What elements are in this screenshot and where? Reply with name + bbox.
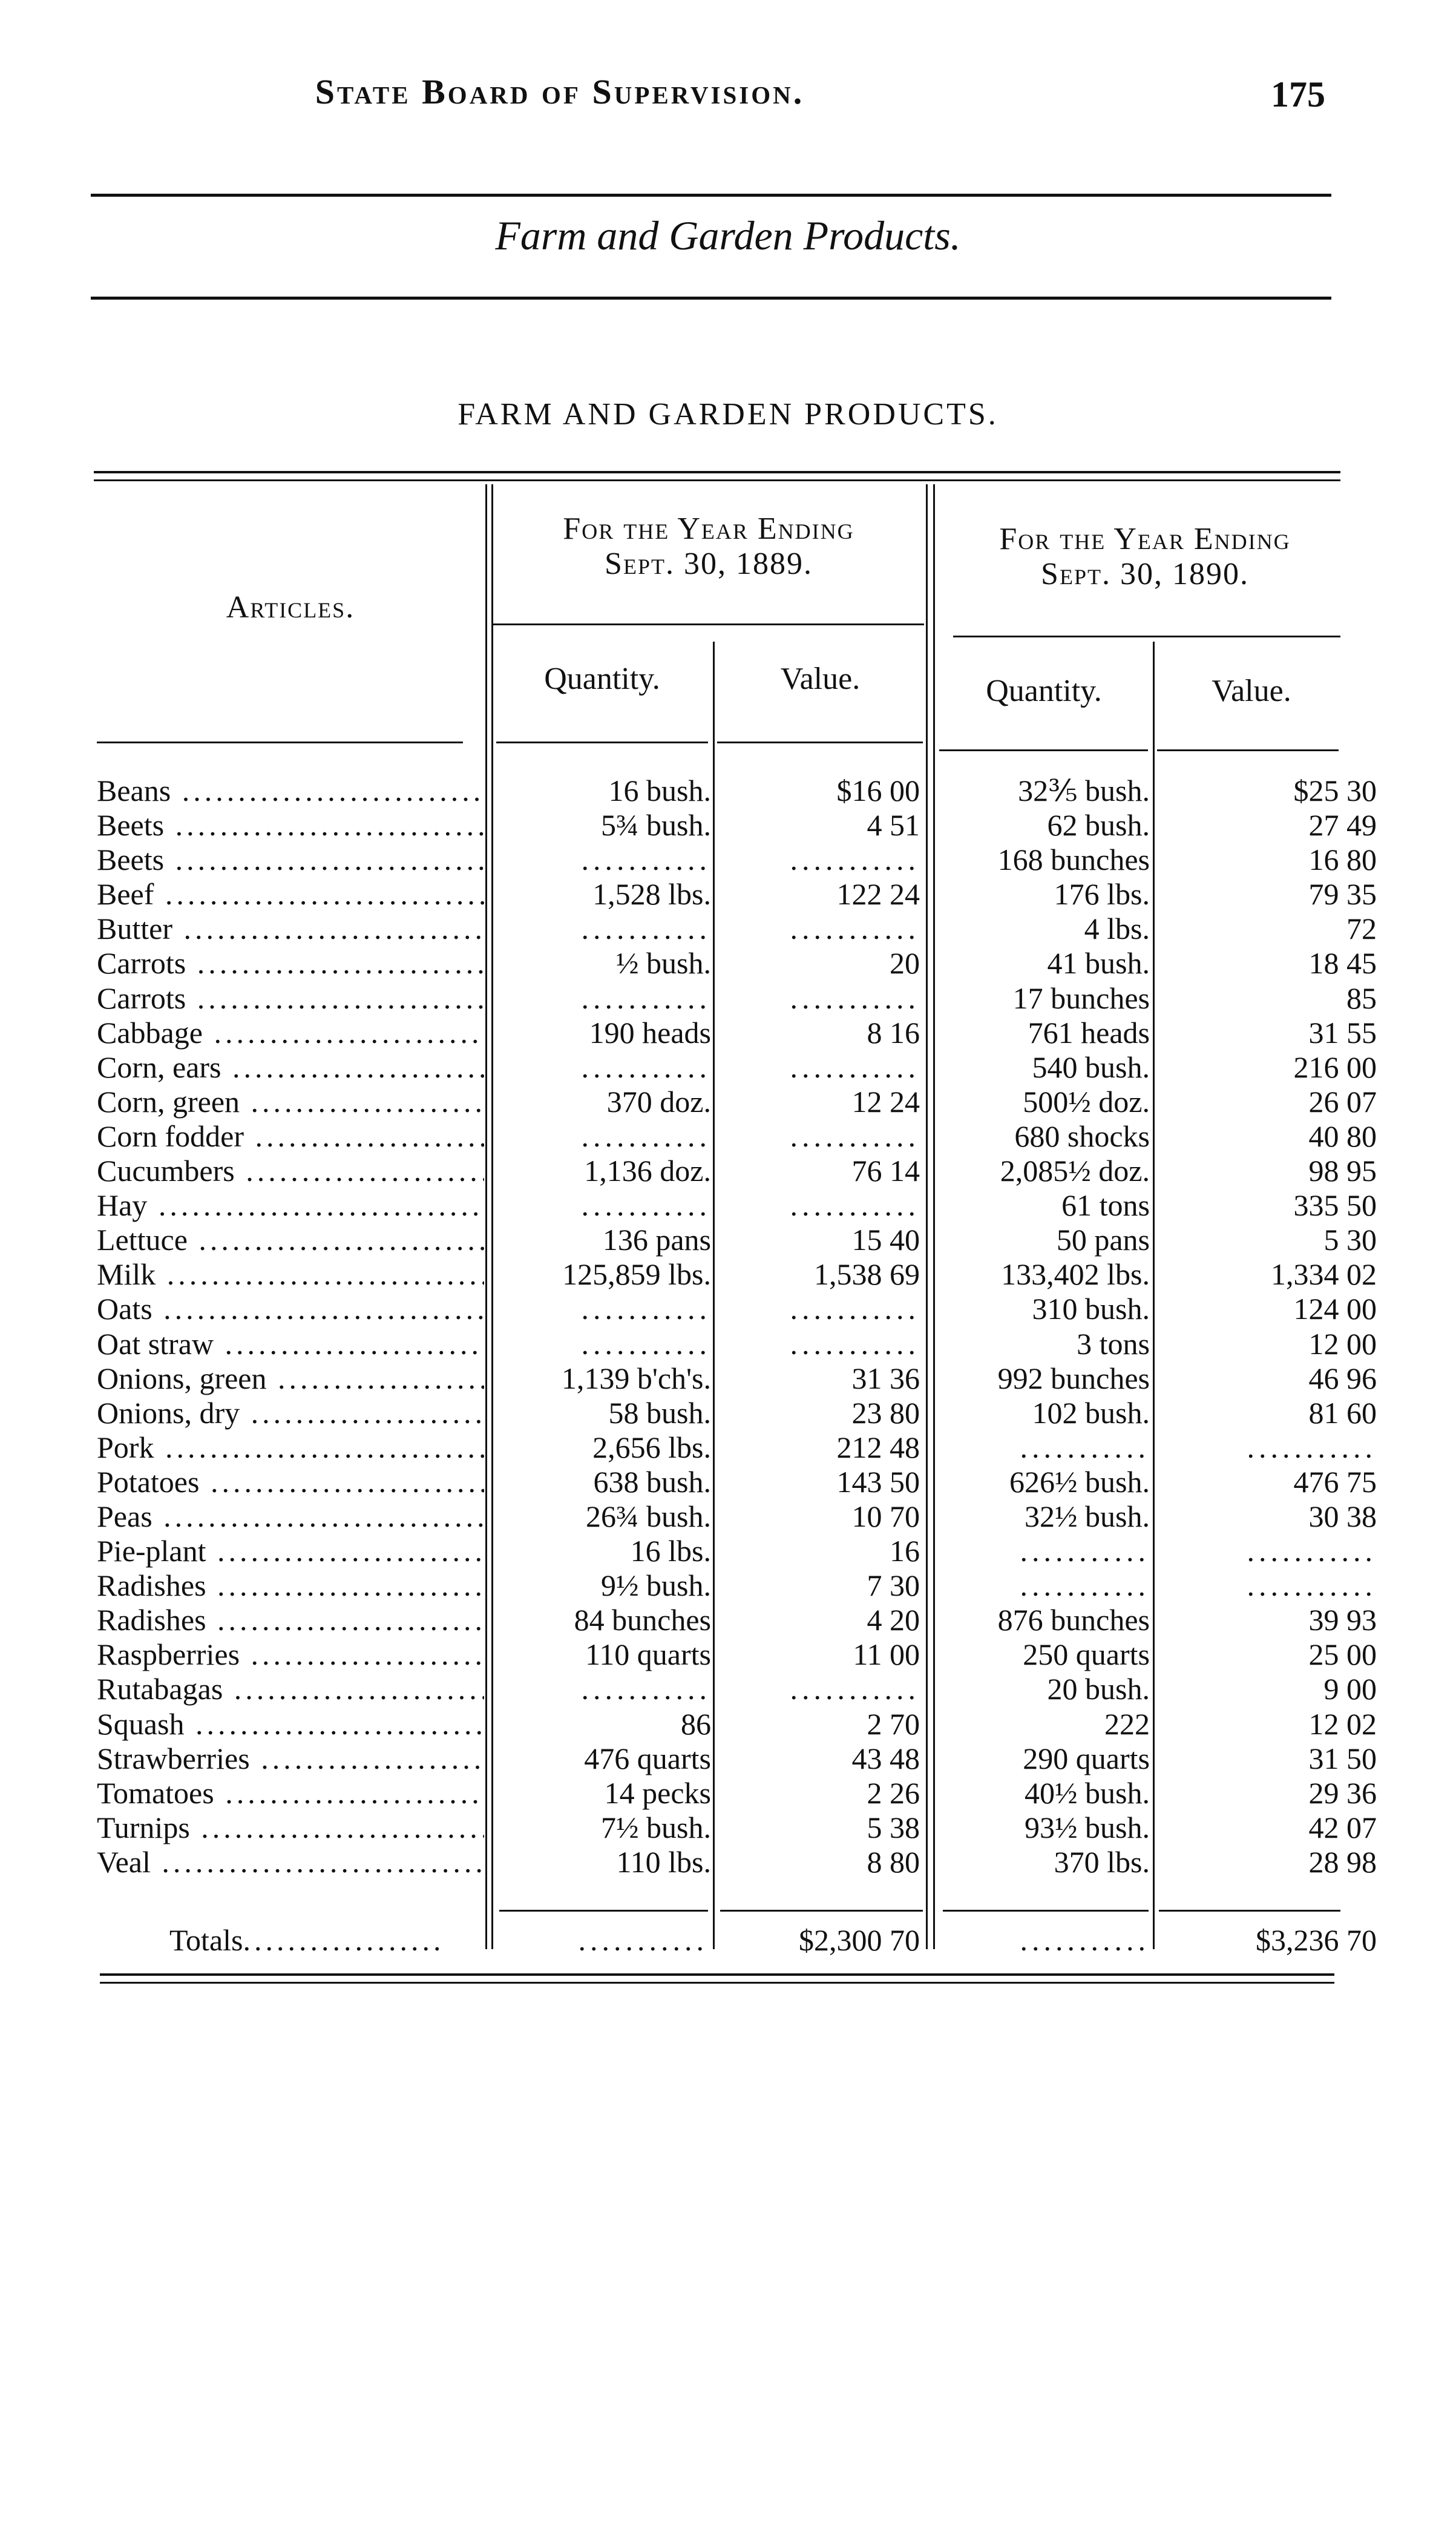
dot-leader: ........... (790, 1672, 920, 1706)
quantity-1889 (490, 912, 711, 946)
year2-rule (953, 636, 1340, 637)
article-label: Radishes (97, 1568, 206, 1603)
value-1890: 124 00 (1293, 1292, 1377, 1326)
dot-leader: ........... (790, 912, 920, 946)
table-row (0, 774, 1456, 808)
table-body (0, 774, 1456, 1880)
quantity-1889 (490, 981, 711, 1016)
value-1889 (720, 1672, 920, 1706)
value-1890: 85 (1346, 981, 1377, 1015)
quantity-1889: 476 quarts (584, 1741, 711, 1775)
article-name (97, 1465, 484, 1499)
table-row (0, 1292, 1456, 1326)
dot-leader: ........... (790, 1188, 920, 1223)
value-1889 (720, 912, 920, 946)
article-label: Cucumbers (97, 1154, 235, 1188)
value-1889: 7 30 (867, 1568, 920, 1603)
value-1890: 98 95 (1308, 1154, 1377, 1188)
quantity-1890: 500½ doz. (1023, 1084, 1150, 1119)
value-1890: 25 00 (1308, 1637, 1377, 1672)
quantity-1890: 761 heads (1028, 1015, 1150, 1050)
dot-leader: ........... (581, 1050, 711, 1084)
table-rule-top-2 (94, 479, 1340, 481)
article-name (97, 946, 484, 981)
totals-q90-leader: ........... (1020, 1923, 1150, 1957)
article-label: Potatoes (97, 1464, 200, 1499)
totals-rule-q89 (499, 1910, 708, 1912)
quantity-1889: ½ bush. (616, 946, 711, 981)
value-1889 (720, 1292, 920, 1326)
article-name (97, 877, 484, 912)
quantity-1890: 540 bush. (1032, 1050, 1150, 1084)
dot-leader: ........... (790, 981, 920, 1015)
totals-label (169, 1919, 484, 1961)
value-1890: 46 96 (1308, 1361, 1377, 1395)
quantity-1889: 110 lbs. (616, 1844, 711, 1879)
dot-leader: ........... (581, 912, 711, 946)
value-1889: $16 00 (836, 774, 920, 808)
table-row (0, 1568, 1456, 1603)
table-row (0, 1430, 1456, 1465)
table-row (0, 1637, 1456, 1672)
year2-heading: For the Year Ending (999, 522, 1291, 556)
value-1890: 42 07 (1308, 1810, 1377, 1844)
table-row (0, 1188, 1456, 1223)
year1-rule (493, 623, 924, 625)
article-label: Squash (97, 1706, 185, 1741)
value-1890: 27 49 (1308, 808, 1377, 843)
quantity-1889: 14 pecks (604, 1775, 711, 1810)
section-title: Farm and Garden Products. (495, 212, 961, 258)
article-label: Lettuce (97, 1223, 188, 1257)
article-label: Radishes (97, 1603, 206, 1637)
quantity-1889: 16 bush. (608, 774, 711, 808)
article-name (97, 1672, 484, 1706)
article-label: Strawberries (97, 1741, 250, 1775)
article-label: Tomatoes (97, 1775, 214, 1810)
q90-head-rule (939, 749, 1148, 751)
header-rule-top (91, 194, 1331, 197)
value-1889: 10 70 (851, 1499, 920, 1533)
v89-head-rule (717, 742, 923, 743)
article-name (97, 1085, 484, 1119)
article-label: Beets (97, 808, 165, 843)
dot-leader: ........... (1247, 1568, 1377, 1603)
quantity-1889 (490, 1327, 711, 1361)
quantity-1889: 1,528 lbs. (592, 877, 711, 912)
article-name (97, 1257, 484, 1292)
table-row (0, 912, 1456, 946)
page-number: 175 (1271, 74, 1325, 114)
article-label: Rutabagas (97, 1672, 223, 1706)
value-1890: 29 36 (1308, 1775, 1377, 1810)
totals-rule-q90 (943, 1910, 1149, 1912)
article-label: Oats (97, 1292, 152, 1326)
quantity-1889: 16 lbs. (630, 1534, 711, 1568)
article-name (97, 1776, 484, 1811)
totals-label-text: Totals (169, 1923, 243, 1957)
value-1890: 5 30 (1323, 1223, 1377, 1257)
dot-leader: ........... (1020, 1534, 1150, 1568)
article-name (97, 981, 484, 1016)
value-1889: 122 24 (836, 877, 920, 912)
value-1889: 16 (890, 1534, 920, 1568)
dot-leader: ........... (790, 1326, 920, 1361)
value-1889: 2 26 (867, 1775, 920, 1810)
running-title: State Board of Supervision. (315, 72, 805, 111)
table-row (0, 843, 1456, 877)
v90-head-rule (1157, 749, 1339, 751)
article-label: Pork (97, 1430, 154, 1464)
quantity-1890: 168 bunches (997, 843, 1150, 877)
value-1890 (1171, 1568, 1377, 1603)
quantity-1890: 290 quarts (1023, 1741, 1150, 1775)
quantity-1890: 40½ bush. (1025, 1775, 1150, 1810)
article-label: Onions, dry (97, 1395, 240, 1430)
quantity-1889: 9½ bush. (601, 1568, 711, 1603)
quantity-1889: 1,139 b'ch's. (561, 1361, 711, 1395)
article-name (97, 1637, 484, 1672)
quantity-1889: 2,656 lbs. (592, 1430, 711, 1464)
value-1889: 43 48 (851, 1741, 920, 1775)
dot-leader: ........... (581, 1188, 711, 1223)
quantity-1889 (490, 1188, 711, 1223)
quantity-1890: 50 pans (1056, 1223, 1150, 1257)
table-row (0, 1742, 1456, 1776)
article-label: Veal (97, 1844, 151, 1879)
value-1890: 12 02 (1308, 1706, 1377, 1741)
value-1890: 16 80 (1308, 843, 1377, 877)
totals-row (0, 1919, 1456, 1961)
quantity-1890: 4 lbs. (1084, 912, 1150, 946)
value-1889: 143 50 (836, 1464, 920, 1499)
value-1889: 20 (890, 946, 920, 981)
quantity-1889 (490, 1672, 711, 1706)
article-name (97, 1223, 484, 1257)
article-name (97, 1811, 484, 1845)
quantity-1890: 876 bunches (997, 1603, 1150, 1637)
quantity-1889: 638 bush. (593, 1464, 711, 1499)
quantity-1890: 61 tons (1061, 1188, 1150, 1223)
value-1889: 5 38 (867, 1810, 920, 1844)
value-1889 (720, 981, 920, 1016)
quantity-1890 (944, 1534, 1150, 1568)
table-row (0, 946, 1456, 981)
value-1890: 28 98 (1308, 1844, 1377, 1879)
value-1890: 31 50 (1308, 1741, 1377, 1775)
quantity-1889: 58 bush. (608, 1395, 711, 1430)
value-1889: 31 36 (851, 1361, 920, 1395)
quantity-1889: 7½ bush. (601, 1810, 711, 1844)
value-1889 (720, 1119, 920, 1154)
quantity-1889: 1,136 doz. (584, 1154, 711, 1188)
quantity-1890 (944, 1430, 1150, 1465)
quantity-1890: 176 lbs. (1054, 877, 1150, 912)
article-name (97, 1742, 484, 1776)
value-1889: 4 20 (867, 1603, 920, 1637)
table-row (0, 1499, 1456, 1534)
article-label: Oat straw (97, 1326, 214, 1361)
dot-leader: ........... (581, 1672, 711, 1706)
totals-v90: $3,236 70 (1256, 1923, 1377, 1957)
quantity-1889: 190 heads (589, 1015, 711, 1050)
table-row (0, 1811, 1456, 1845)
article-label: Carrots (97, 946, 186, 981)
value-1889: 15 40 (851, 1223, 920, 1257)
quantity-1889: 86 (681, 1706, 711, 1741)
value-1889 (720, 843, 920, 877)
table-row (0, 1361, 1456, 1396)
totals-rule-v89 (720, 1910, 923, 1912)
value-heading-1889: Value. (780, 662, 861, 696)
value-1890: 72 (1346, 912, 1377, 946)
article-label: Milk (97, 1257, 156, 1292)
article-label: Pie-plant (97, 1534, 206, 1568)
quantity-1890: 32⅗ bush. (1018, 774, 1150, 808)
table-row (0, 1534, 1456, 1568)
article-label: Peas (97, 1499, 152, 1533)
year2-date: Sept. 30, 1890. (1041, 557, 1249, 591)
article-name (97, 1707, 484, 1742)
value-1889 (720, 1188, 920, 1223)
quantity-1890: 370 lbs. (1054, 1844, 1150, 1879)
value-1889: 4 51 (867, 808, 920, 843)
quantity-1890: 102 bush. (1032, 1395, 1150, 1430)
table-rule-bottom-1 (100, 1973, 1334, 1976)
quantity-1890: 133,402 lbs. (1001, 1257, 1150, 1292)
quantity-1890: 310 bush. (1032, 1292, 1150, 1326)
article-name (97, 1016, 484, 1050)
table-row (0, 1050, 1456, 1085)
dot-leader: ........... (581, 1119, 711, 1153)
table-rule-bottom-2 (100, 1982, 1334, 1984)
value-heading-1890: Value. (1212, 674, 1291, 708)
value-1890: 26 07 (1308, 1084, 1377, 1119)
value-1890: 9 00 (1323, 1672, 1377, 1706)
article-name (97, 1361, 484, 1396)
article-name (97, 912, 484, 946)
article-name (97, 1430, 484, 1465)
quantity-1890: 62 bush. (1047, 808, 1150, 843)
article-name (97, 1292, 484, 1326)
article-name (97, 1603, 484, 1637)
quantity-heading-1890: Quantity. (986, 674, 1102, 708)
article-label: Beets (97, 843, 165, 877)
quantity-1889: 125,859 lbs. (562, 1257, 711, 1292)
totals-leader: .................. (243, 1923, 445, 1957)
table-row (0, 1257, 1456, 1292)
table-row (0, 1603, 1456, 1637)
article-label: Onions, green (97, 1361, 267, 1395)
table-row (0, 1016, 1456, 1050)
value-1889: 23 80 (851, 1395, 920, 1430)
article-label: Turnips (97, 1810, 190, 1844)
quantity-1889 (490, 1292, 711, 1326)
value-1889 (720, 1050, 920, 1085)
value-1890: 335 50 (1293, 1188, 1377, 1223)
quantity-1889: 110 quarts (585, 1637, 711, 1672)
article-name (97, 1499, 484, 1534)
totals-q89-leader: ........... (578, 1923, 708, 1957)
quantity-1890: 680 shocks (1014, 1119, 1150, 1153)
quantity-1890: 32½ bush. (1025, 1499, 1150, 1533)
article-label: Cabbage (97, 1015, 203, 1050)
year1-date: Sept. 30, 1889. (605, 547, 813, 581)
table-row (0, 1085, 1456, 1119)
quantity-1890: 41 bush. (1047, 946, 1150, 981)
table-row (0, 1154, 1456, 1188)
totals-rule-v90 (1159, 1910, 1340, 1912)
article-name (97, 808, 484, 843)
article-label: Butter (97, 912, 172, 946)
table-row (0, 1465, 1456, 1499)
article-name (97, 1568, 484, 1603)
value-1889: 2 70 (867, 1706, 920, 1741)
quantity-1890: 2,085½ doz. (1000, 1154, 1150, 1188)
article-name (97, 1534, 484, 1568)
dot-leader: ........... (1247, 1430, 1377, 1464)
article-label: Hay (97, 1188, 148, 1223)
quantity-1889 (490, 1119, 711, 1154)
table-row (0, 1396, 1456, 1430)
article-name (97, 1845, 484, 1880)
quantity-heading-1889: Quantity. (544, 662, 660, 696)
table-row (0, 808, 1456, 843)
year1-heading: For the Year Ending (563, 512, 854, 546)
article-name (97, 1327, 484, 1361)
quantity-1890: 3 tons (1077, 1326, 1150, 1361)
quantity-1889: 370 doz. (606, 1084, 711, 1119)
value-1890: 40 80 (1308, 1119, 1377, 1153)
value-1890: 81 60 (1308, 1395, 1377, 1430)
article-name (97, 1188, 484, 1223)
table-row (0, 1327, 1456, 1361)
dot-leader: ........... (790, 1119, 920, 1153)
article-label: Corn, green (97, 1084, 240, 1119)
article-name (97, 1119, 484, 1154)
dot-leader: ........... (790, 1292, 920, 1326)
table-rule-top-1 (94, 471, 1340, 473)
value-1889: 1,538 69 (814, 1257, 920, 1292)
value-1890: 476 75 (1293, 1464, 1377, 1499)
article-label: Corn fodder (97, 1119, 244, 1153)
article-label: Beans (97, 774, 171, 808)
quantity-1889: 5¾ bush. (601, 808, 711, 843)
value-1890: 1,334 02 (1271, 1257, 1377, 1292)
dot-leader: ........... (581, 981, 711, 1015)
dot-leader: ........... (581, 1326, 711, 1361)
totals-v89: $2,300 70 (799, 1923, 920, 1957)
article-label: Raspberries (97, 1637, 240, 1672)
articles-head-rule (97, 742, 463, 743)
value-1890: 39 93 (1308, 1603, 1377, 1637)
table-row (0, 1672, 1456, 1706)
dot-leader: ........... (790, 843, 920, 877)
dot-leader: ........... (790, 1050, 920, 1084)
dot-leader: ........... (581, 1292, 711, 1326)
article-label: Beef (97, 877, 154, 912)
value-1889: 212 48 (836, 1430, 920, 1464)
table-row (0, 1223, 1456, 1257)
article-label: Carrots (97, 981, 186, 1015)
article-label: Corn, ears (97, 1050, 221, 1084)
value-1889 (720, 1327, 920, 1361)
article-name (97, 1396, 484, 1430)
quantity-1889: 136 pans (602, 1223, 711, 1257)
value-1890: 12 00 (1308, 1326, 1377, 1361)
article-name (97, 774, 484, 808)
q89-head-rule (496, 742, 708, 743)
quantity-1890: 626½ bush. (1009, 1464, 1150, 1499)
quantity-1890: 222 (1104, 1706, 1150, 1741)
quantity-1890: 93½ bush. (1025, 1810, 1150, 1844)
article-name (97, 843, 484, 877)
quantity-1890: 250 quarts (1023, 1637, 1150, 1672)
table-row (0, 1707, 1456, 1742)
quantity-1889: 26¾ bush. (586, 1499, 711, 1533)
articles-heading: Articles. (226, 590, 355, 625)
table-row (0, 877, 1456, 912)
value-1890: $25 30 (1293, 774, 1377, 808)
quantity-1890: 17 bunches (1012, 981, 1150, 1015)
dot-leader: ........... (1020, 1430, 1150, 1464)
quantity-1889: 84 bunches (574, 1603, 711, 1637)
quantity-1890 (944, 1568, 1150, 1603)
value-1890: 79 35 (1308, 877, 1377, 912)
value-1889: 8 80 (867, 1844, 920, 1879)
table-row (0, 1776, 1456, 1811)
dot-leader: ........... (1020, 1568, 1150, 1603)
dot-leader: ........... (1247, 1534, 1377, 1568)
value-1890 (1171, 1430, 1377, 1465)
quantity-1890: 992 bunches (997, 1361, 1150, 1395)
table-row (0, 1845, 1456, 1880)
dot-leader: ........... (581, 843, 711, 877)
value-1889: 12 24 (851, 1084, 920, 1119)
value-1889: 76 14 (851, 1154, 920, 1188)
value-1890 (1171, 1534, 1377, 1568)
value-1890: 18 45 (1308, 946, 1377, 981)
header-rule-bottom (91, 297, 1331, 300)
table-row (0, 1119, 1456, 1154)
value-1890: 216 00 (1293, 1050, 1377, 1084)
value-1890: 30 38 (1308, 1499, 1377, 1533)
value-1889: 11 00 (853, 1637, 920, 1672)
quantity-1889 (490, 1050, 711, 1085)
value-1889: 8 16 (867, 1015, 920, 1050)
table-title: FARM AND GARDEN PRODUCTS. (457, 397, 999, 432)
article-name (97, 1154, 484, 1188)
table-row (0, 981, 1456, 1016)
quantity-1889 (490, 843, 711, 877)
running-head (0, 71, 1456, 126)
value-1890: 31 55 (1308, 1015, 1377, 1050)
quantity-1890: 20 bush. (1047, 1672, 1150, 1706)
article-name (97, 1050, 484, 1085)
